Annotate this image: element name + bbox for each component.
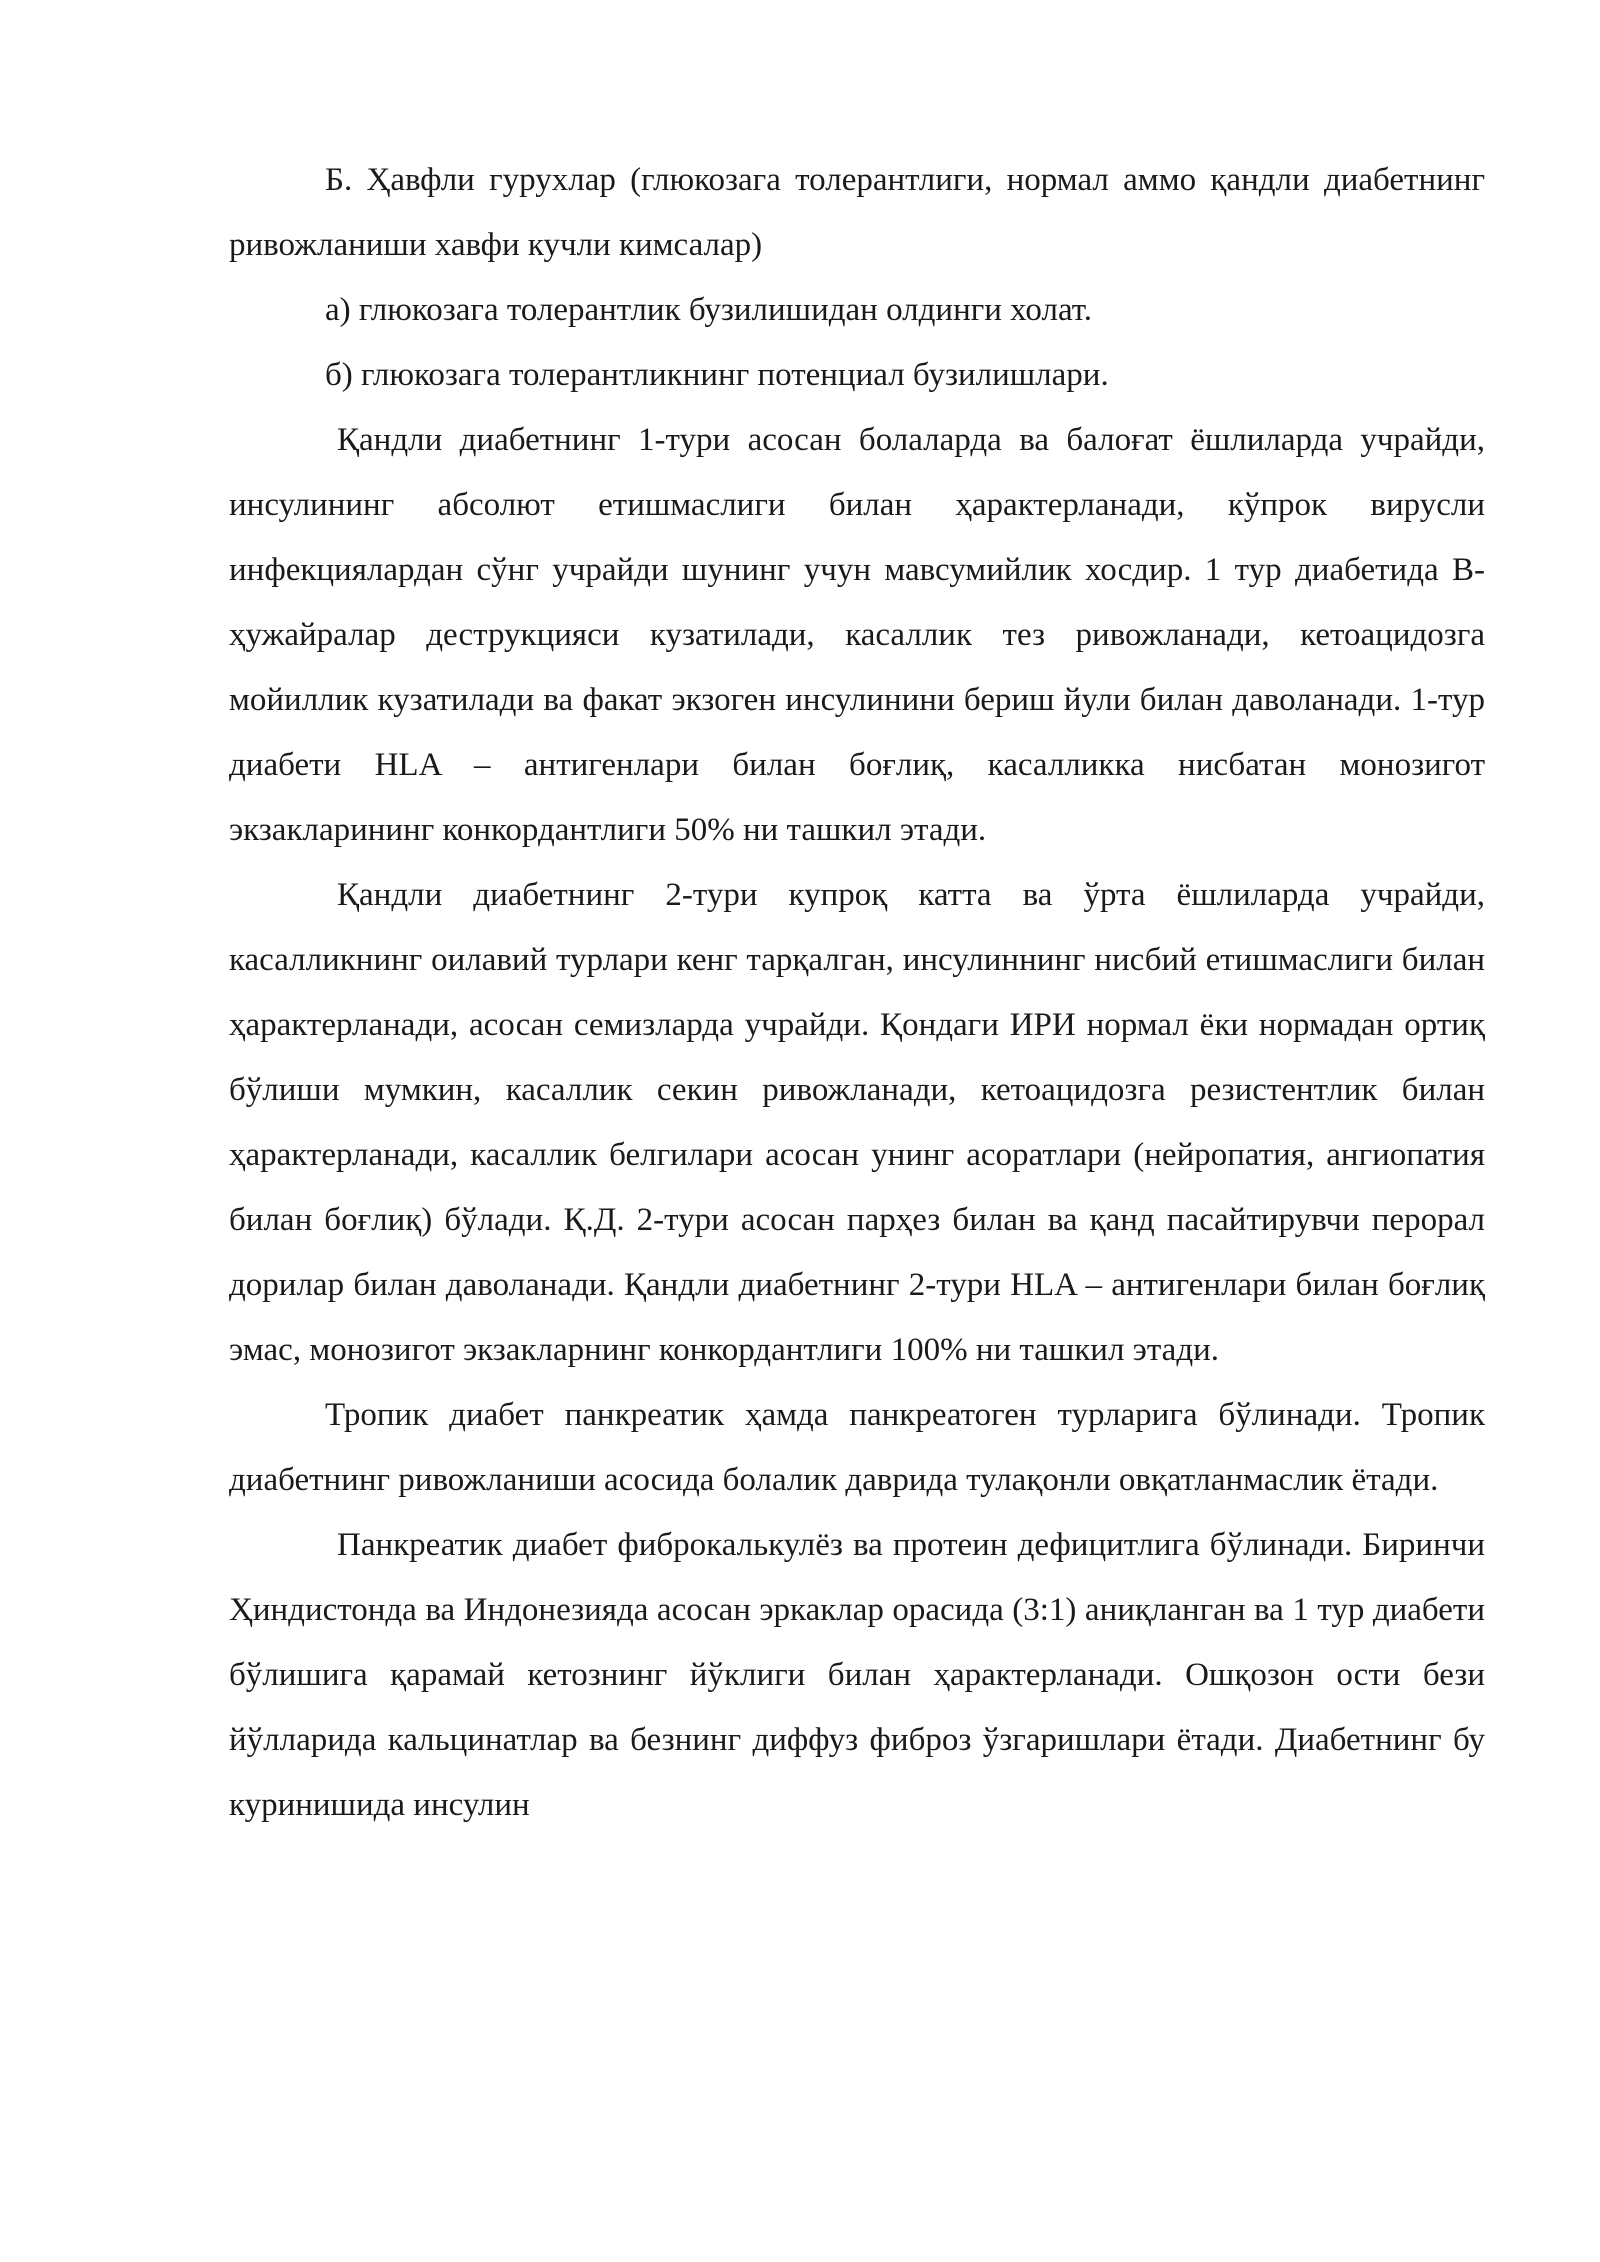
paragraph-risk-item-a: а) глюкозага толерантлик бузилишидан олдинги холат.	[325, 292, 1092, 328]
paragraph-pancreatic-diabetes: Панкреатик диабет фиброкалькулёз ва протеин дефицитлига бўлинади. Биринчи Ҳиндистонда ва Индонезияда асосан эркаклар орасида (3:1) аниқланган ва 1 тур диабети бўлишига қарамай кетознинг йўклиги билан ҳарактерланади. Ошқозон ости бези йўлларида кальцинатлар ва безнинг диффуз фиброз ўзгаришлари ётади. Диабетнинг бу куринишида инсулин	[229, 1527, 1485, 1823]
paragraph-type-2-diabetes: Қандли диабетнинг 2-тури купроқ катта ва ўрта ёшлиларда учрайди, касалликнинг оилавий турлари кенг тарқалган, инсулиннинг нисбий етишмаслиги билан ҳарактерланади, асосан семизларда учрайди. Қондаги ИРИ нормал ёки нормадан ортиқ бўлиши мумкин, касаллик секин ривожланади, кетоацидозга резистентлик билан ҳарактерланади, касаллик белгилари асосан унинг асоратлари (нейропатия, ангиопатия билан боғлиқ) бўлади. Қ.Д. 2-тури асосан парҳез билан ва қанд пасайтирувчи перорал дорилар билан даволанади. Қандли диабетнинг 2-тури HLA – антигенлари билан боғлиқ эмас, монозигот экзакларнинг конкордантлиги 100% ни ташкил этади.	[229, 877, 1485, 1368]
paragraph-risk-item-b: б) глюкозага толерантликнинг потенциал бузилишлари.	[325, 357, 1109, 393]
paragraph-tropical-diabetes: Тропик диабет панкреатик ҳамда панкреатоген турларига бўлинади. Тропик диабетнинг ривожланиши асосида болалик даврида тулақонли овқатланмаслик ётади.	[229, 1397, 1485, 1498]
paragraph-type-1-diabetes: Қандли диабетнинг 1-тури асосан болаларда ва балоғат ёшлиларда учрайди, инсулининг абсолют етишмаслиги билан ҳарактерланади, кўпрок вирусли инфекциялардан сўнг учрайди шунинг учун мавсумийлик хосдир. 1 тур диабетида В-ҳужайралар деструкцияси кузатилади, касаллик тез ривожланади, кетоацидозга мойиллик кузатилади ва факат экзоген инсулинини бериш йули билан даволанади. 1-тур диабети HLA – антигенлари билан боғлиқ, касалликка нисбатан монозигот экзакларининг конкордантлиги 50% ни ташкил этади.	[229, 422, 1485, 848]
document-body	[229, 148, 1485, 1838]
paragraph-risk-groups: Б. Ҳавфли гурухлар (глюкозага толерантлиги, нормал аммо қандли диабетнинг ривожланиши хавфи кучли кимсалар)	[229, 162, 1485, 263]
